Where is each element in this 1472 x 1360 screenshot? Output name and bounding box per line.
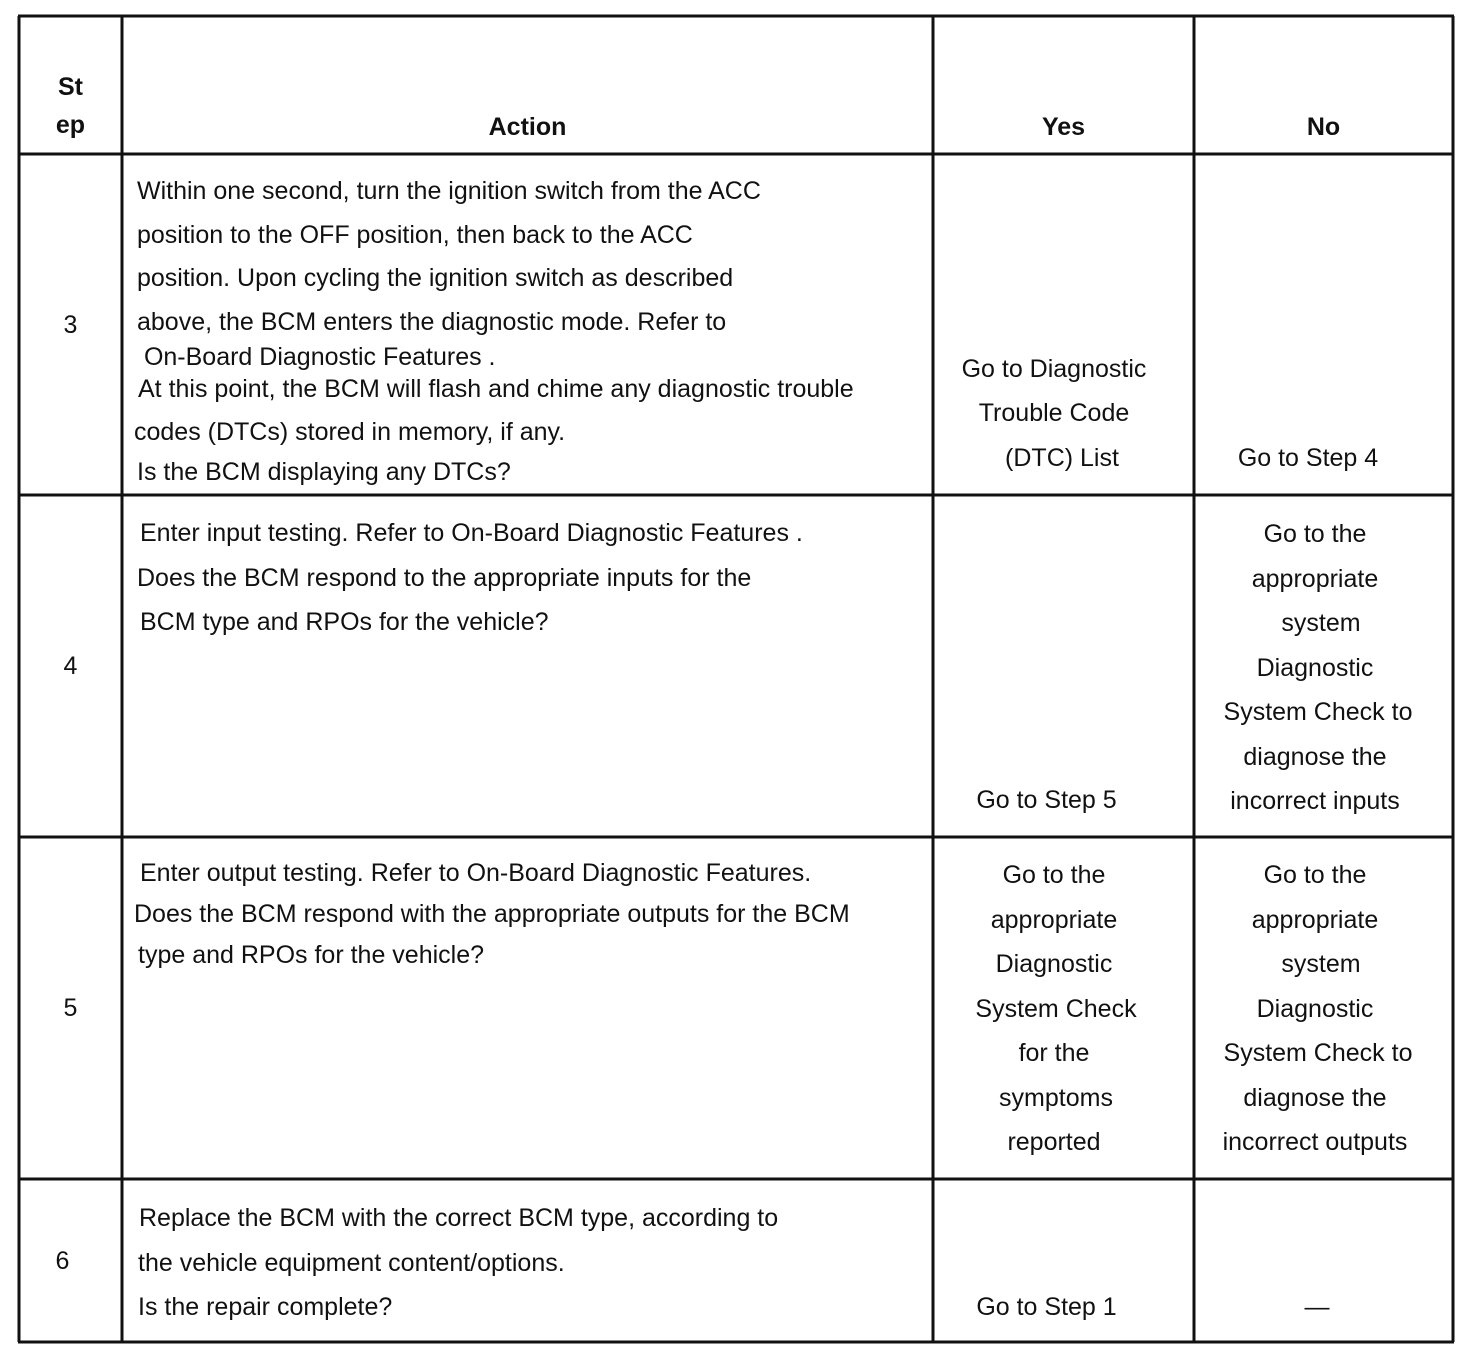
step-6-action-line: Replace the BCM with the correct BCM type, according to (139, 1204, 779, 1232)
step-4-no-line: appropriate (1251, 564, 1379, 593)
step-6-action (138, 1196, 930, 1330)
header-step-line-1: St (58, 73, 83, 101)
step-3-no (1195, 156, 1421, 480)
step-4-no-line: incorrect inputs (1230, 787, 1400, 815)
step-5-yes-line: symptoms (999, 1083, 1113, 1112)
step-5-yes-line: for the (1018, 1039, 1090, 1067)
step-5-action (134, 853, 930, 976)
step-5-action-line: type and RPOs for the vehicle? (138, 941, 485, 969)
step-5-no (1195, 853, 1435, 1165)
step-3-action-line: position. Upon cycling the ignition switch as described (137, 264, 734, 292)
step-6-yes-line: Go to Step 1 (976, 1292, 1117, 1321)
header-step-line-2: ep (55, 111, 86, 139)
step-3-action-line: On-Board Diagnostic Features . (137, 343, 496, 371)
step-4-number: 4 (63, 652, 78, 681)
step-5-no-line: incorrect outputs (1222, 1128, 1408, 1156)
step-5-no-line: diagnose the (1243, 1083, 1387, 1112)
step-3-action-line: At this point, the BCM will flash and chime any diagnostic trouble (138, 374, 854, 403)
step-3-number: 3 (63, 310, 78, 339)
step-4-no-line: system (1281, 609, 1361, 637)
step-5-yes-line: Diagnostic (995, 950, 1113, 978)
step-4-action-line: Does the BCM respond to the appropriate inputs for the (137, 563, 752, 592)
step-4-action-line: BCM type and RPOs for the vehicle? (140, 608, 549, 636)
step-6-no-dash: — (1304, 1292, 1330, 1321)
step-5-yes-line: Go to the (1002, 861, 1106, 889)
step-3-action-line: position to the OFF position, then back to the ACC (137, 220, 693, 249)
step-5-action-line: Enter output testing. Refer to On-Board Diagnostic Features. (140, 859, 812, 887)
step-4-action-line: Enter input testing. Refer to On-Board Diagnostic Features . (140, 519, 803, 547)
header-no: No (1306, 113, 1341, 141)
step-6-number: 6 (55, 1246, 70, 1275)
step-4-no (1195, 512, 1435, 824)
step-5-number: 5 (63, 994, 78, 1023)
step-5-yes (934, 853, 1174, 1165)
step-3-action-line: above, the BCM enters the diagnostic mode. Refer to (137, 307, 727, 336)
step-6-action-line: the vehicle equipment content/options. (138, 1248, 565, 1277)
step-5-no-line: System Check to (1223, 1039, 1413, 1067)
step-6-yes (934, 1181, 1159, 1329)
step-6-action-line: Is the repair complete? (138, 1293, 393, 1321)
step-5-yes-line: reported (1007, 1128, 1101, 1156)
step-5-no-line: system (1281, 950, 1361, 978)
step-3-no-line: Go to Step 4 (1237, 443, 1379, 472)
step-4-yes (934, 497, 1159, 822)
step-4-no-line: Go to the (1263, 520, 1367, 548)
step-5-action-line: Does the BCM respond with the appropriate outputs for the BCM (134, 900, 850, 928)
step-4-yes-line: Go to Step 5 (976, 785, 1117, 814)
step-3-action-line: Is the BCM displaying any DTCs? (137, 457, 511, 486)
step-3-action-line: Within one second, turn the ignition switch from the ACC (137, 177, 761, 205)
step-3-action (134, 170, 929, 494)
step-4-no-line: Diagnostic (1256, 653, 1374, 682)
step-3-yes-line: Trouble Code (978, 399, 1130, 427)
header-action: Action (488, 113, 567, 141)
step-5-yes-line: appropriate (990, 905, 1118, 934)
step-4-no-line: System Check to (1223, 698, 1413, 726)
header-yes: Yes (1041, 113, 1086, 141)
step-3-action-line: codes (DTCs) stored in memory, if any. (134, 418, 566, 446)
step-3-yes (934, 156, 1174, 480)
step-5-no-line: Diagnostic (1256, 994, 1374, 1023)
step-6-no (1195, 1181, 1439, 1329)
step-4-action (137, 511, 929, 645)
step-5-no-line: Go to the (1263, 861, 1367, 889)
step-3-yes-line: (DTC) List (1005, 443, 1119, 472)
step-5-yes-line: System Check (975, 994, 1137, 1023)
header-step (20, 68, 121, 144)
step-5-no-line: appropriate (1251, 905, 1379, 934)
step-4-no-line: diagnose the (1243, 742, 1387, 771)
step-3-yes-line: Go to Diagnostic (961, 354, 1147, 383)
